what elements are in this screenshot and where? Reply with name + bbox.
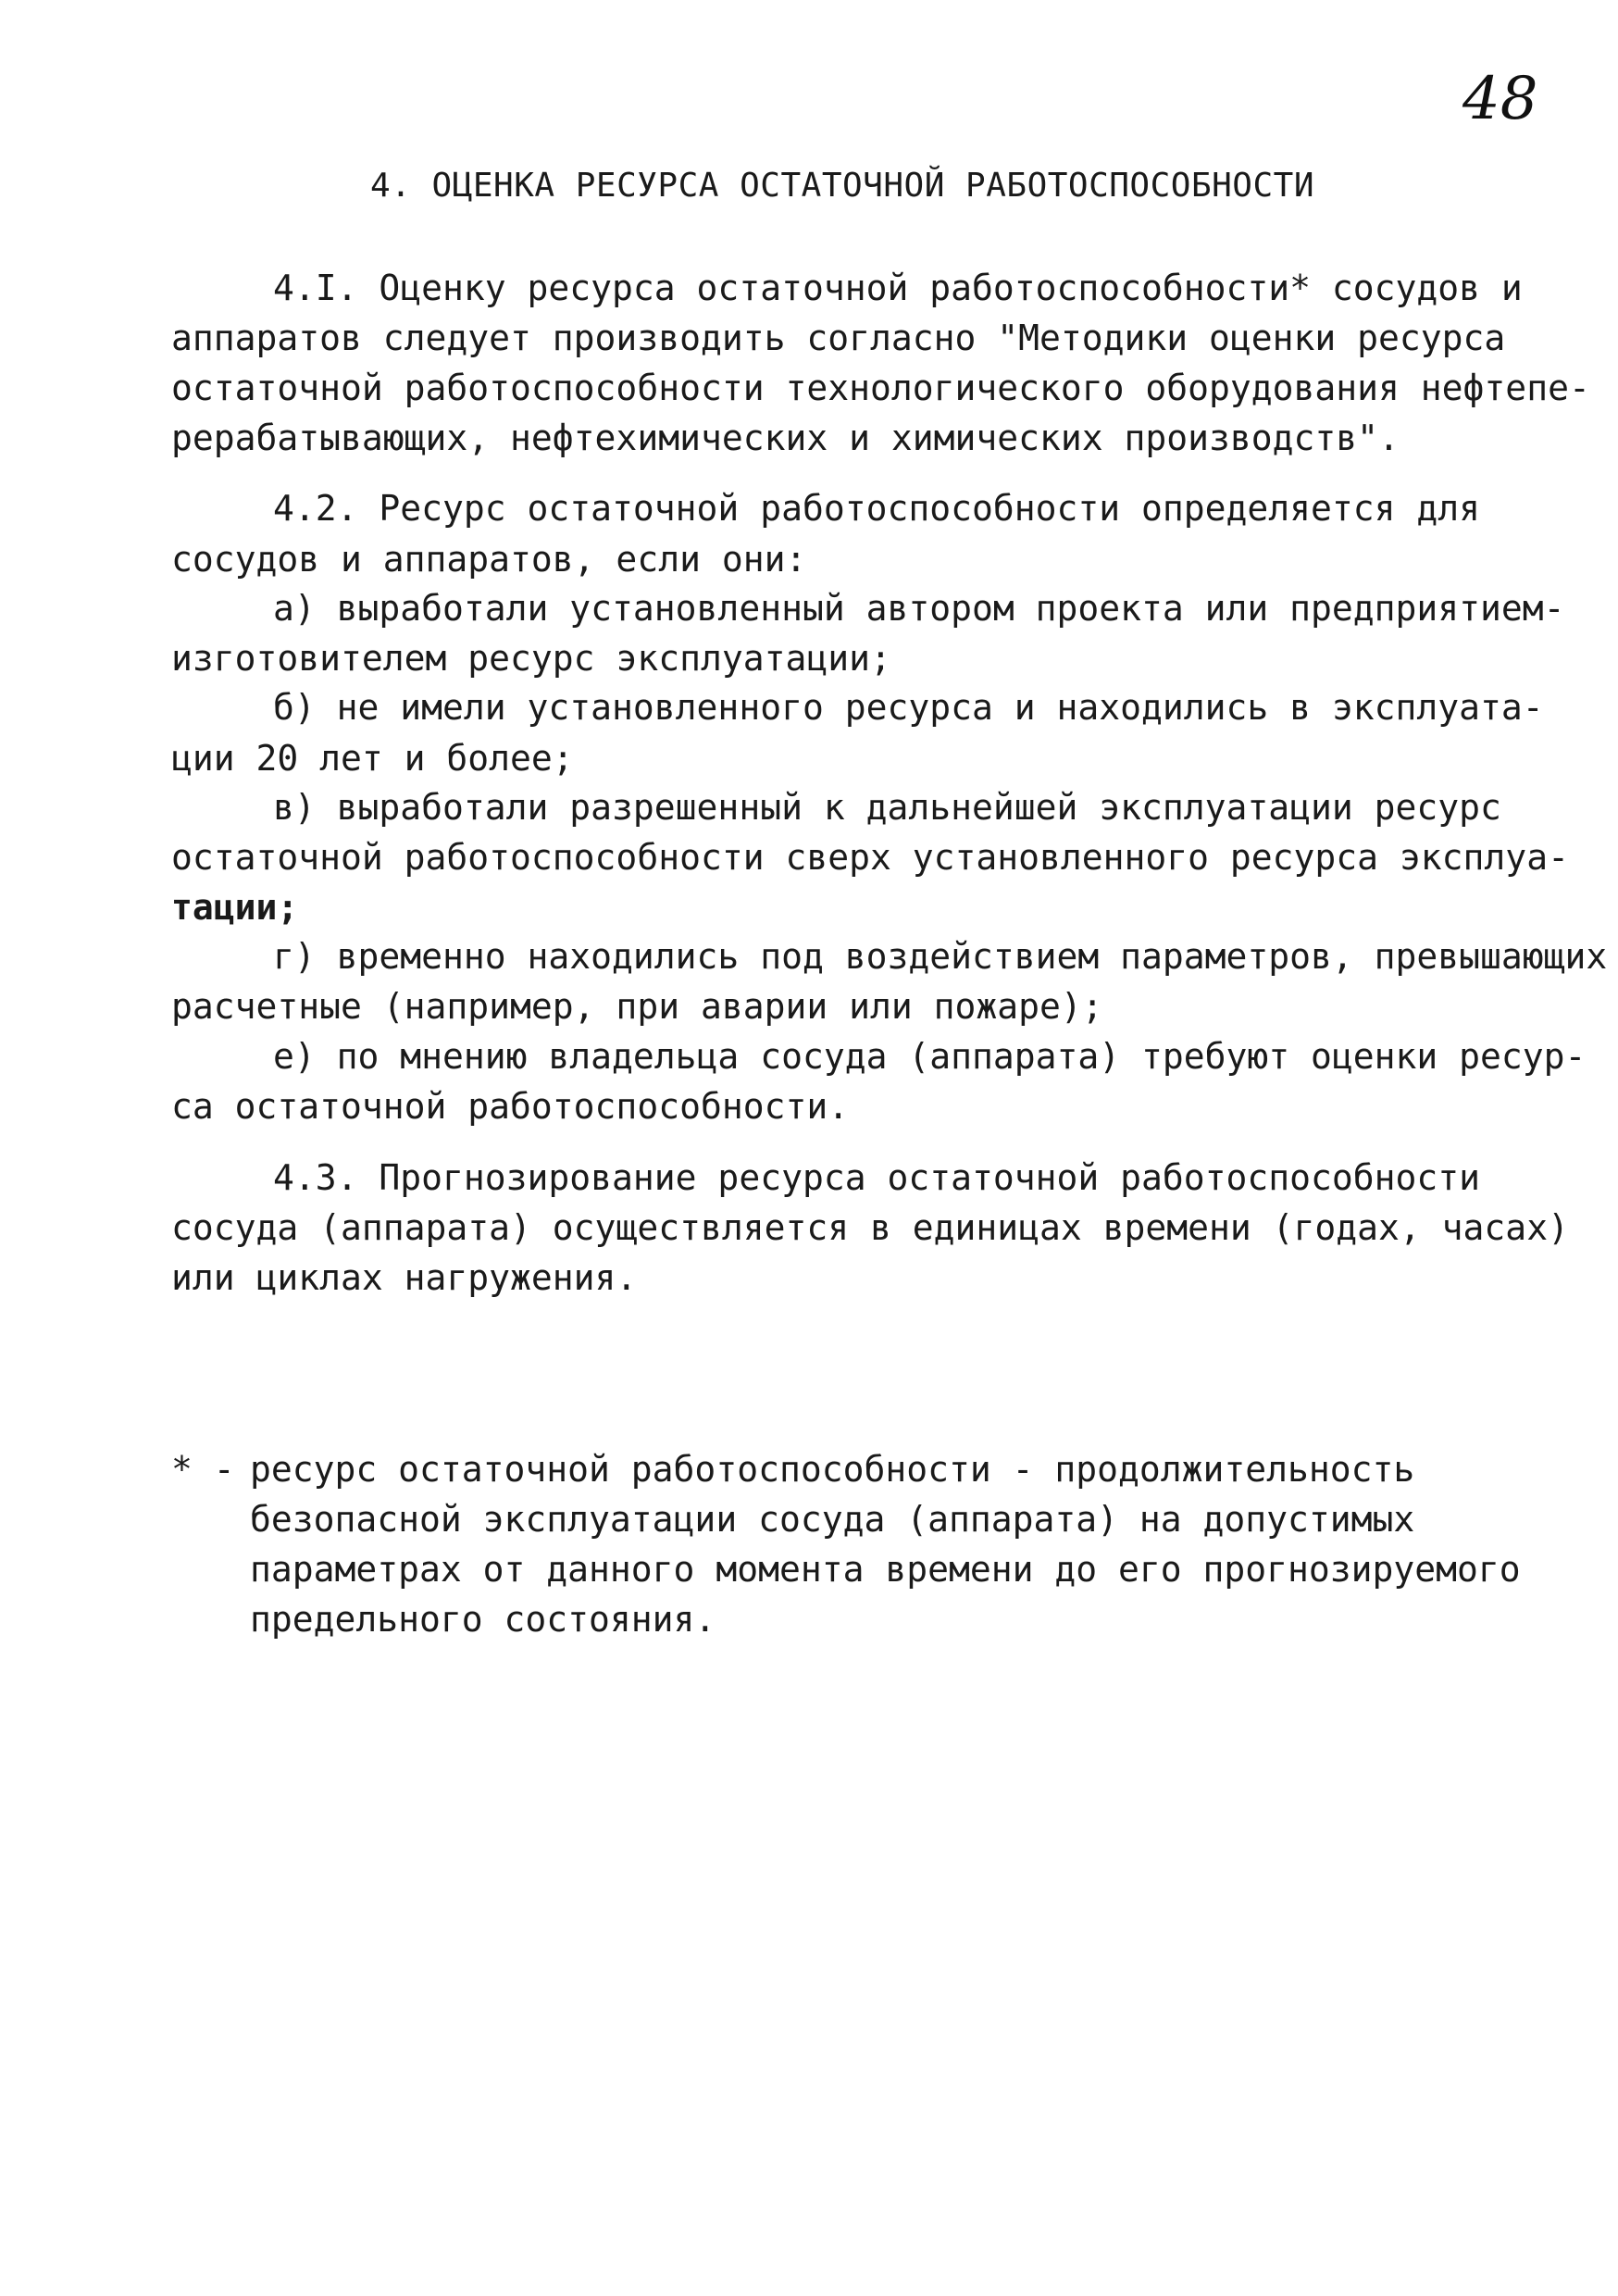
section-title: 4. ОЦЕНКА РЕСУРСА ОСТАТОЧНОЙ РАБОТОСПОСОБНОСТИ bbox=[370, 167, 1314, 205]
list-item-line: а) выработали установленный автором проекта или предприятием- bbox=[273, 588, 1565, 629]
paragraph-line: остаточной работоспособности технологического оборудования нефтепе- bbox=[171, 368, 1590, 408]
page-number: 48 bbox=[1462, 65, 1538, 133]
paragraph-line: аппаратов следует производить согласно "Методики оценки ресурса bbox=[171, 318, 1506, 358]
list-item-line: изготовителем ресурс эксплуатации; bbox=[171, 638, 891, 679]
list-item-line: остаточной работоспособности сверх установленного ресурса эксплуа- bbox=[171, 837, 1569, 878]
paragraph-line: рерабатывающих, нефтехимических и химических производств". bbox=[171, 418, 1400, 458]
paragraph-line: 4.I. Оценку ресурса остаточной работоспособности* сосудов и bbox=[273, 268, 1523, 308]
list-item-line: в) выработали разрешенный к дальнейшей эксплуатации ресурс bbox=[273, 787, 1501, 828]
footnote-line: параметрах от данного момента времени до его прогнозируемого bbox=[250, 1549, 1521, 1590]
paragraph-line: 4.3. Прогнозирование ресурса остаточной работоспособности bbox=[273, 1157, 1481, 1198]
list-item-line: ции 20 лет и более; bbox=[171, 738, 574, 779]
list-item-line: са остаточной работоспособности. bbox=[171, 1086, 850, 1127]
list-item-line: тации; bbox=[171, 887, 299, 928]
list-item-line: б) не имели установленного ресурса и находились в эксплуата- bbox=[273, 687, 1544, 728]
list-item-line: г) временно находились под воздействием параметров, превышающих bbox=[273, 936, 1608, 977]
footnote-marker: * - bbox=[171, 1449, 235, 1490]
footnote-line: безопасной эксплуатации сосуда (аппарата) на допустимых bbox=[250, 1499, 1415, 1540]
paragraph-line: сосуда (аппарата) осуществляется в единицах времени (годах, часах) bbox=[171, 1207, 1569, 1248]
paragraph-line: 4.2. Ресурс остаточной работоспособности определяется для bbox=[273, 488, 1481, 529]
paragraph-line: сосудов и аппаратов, если они: bbox=[171, 539, 807, 580]
footnote-line: ресурс остаточной работоспособности - продолжительность bbox=[250, 1449, 1415, 1490]
paragraph-line: или циклах нагружения. bbox=[171, 1257, 638, 1298]
footnote-line: предельного состояния. bbox=[250, 1599, 716, 1640]
list-item-line: е) по мнению владельца сосуда (аппарата) требуют оценки ресур- bbox=[273, 1036, 1587, 1077]
list-item-line: расчетные (например, при аварии или пожаре); bbox=[171, 986, 1103, 1027]
